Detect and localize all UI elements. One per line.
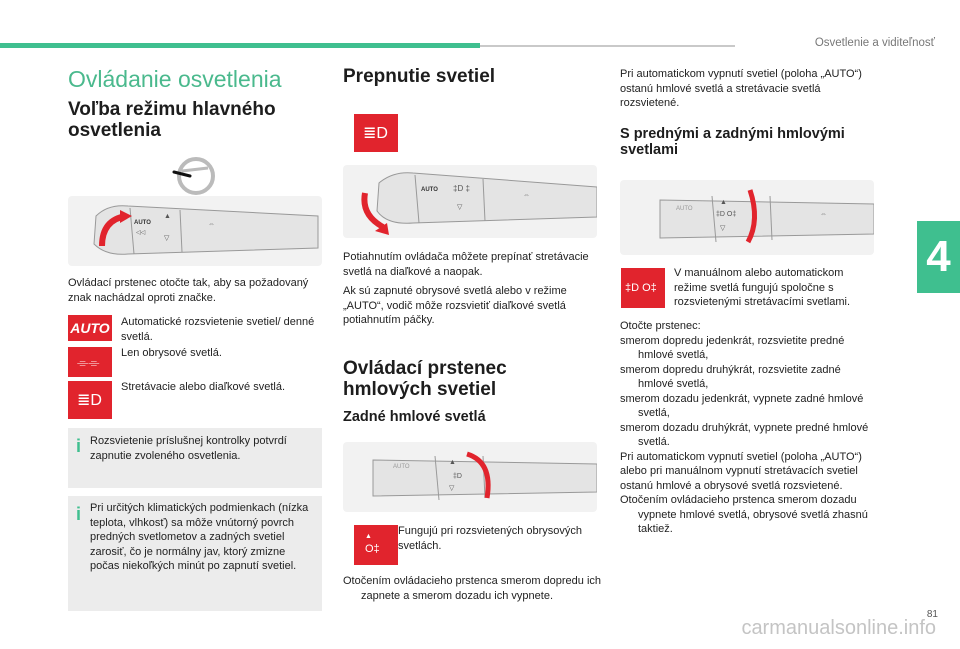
svg-text:O‡: O‡ [365,543,380,555]
svg-text:▽: ▽ [449,485,455,492]
auto-mode-description: Automatické rozsvietenie svetiel/ denné svetlá. [121,316,315,343]
svg-text:‡D O‡: ‡D O‡ [625,282,657,294]
svg-text:◁◁: ◁◁ [136,230,146,236]
fog-step-4-text: smerom dozadu druhýkrát, vypnete predné hmlové svetlá. [620,421,869,448]
light-stalk-illustration [68,196,322,266]
auto-icon-label: AUTO [70,320,110,336]
steering-wheel-icon [168,156,224,196]
info-confirmation-text: Rozsvietenie príslušnej kontrolky potvrdí zapnutie zvoleného osvetlenia. [90,435,287,462]
svg-text:≣D: ≣D [77,392,102,409]
header-divider [480,45,735,47]
section-header-title: Osvetlenie a viditeľnosť [814,37,935,49]
info-condensation-text: Pri určitých klimatických podmienkach (nízka teplota, vlhkosť) sa môže vnútorný povrch predných svetlometov a zadných svetiel zarosiť, čo je normálny jav, ktorý zmizne počas niekoľkých minút po zapnutí svetiel. [90,502,309,572]
info-icon: i [76,504,82,524]
rear-fog-description: Fungujú pri rozsvietených obrysových svetlách. [398,525,583,552]
info-box-condensation [68,496,322,611]
header-accent-bar [0,43,480,48]
page-number: 81 [926,609,938,620]
rear-fog-ring-illustration [343,442,597,512]
info-icon: i [76,436,82,456]
svg-text:▽: ▽ [457,204,463,211]
section-heading-front-rear-fog: S prednými a zadnými hmlovými svetlami [620,126,845,158]
rear-fog-bullet [343,574,611,603]
fog-step-2-text: smerom dopredu druhýkrát, rozsvietite zadné hmlové svetlá, [620,363,841,390]
fog-step-4 [620,421,874,450]
svg-text:≣D: ≣D [363,125,388,142]
section-heading-fog-ring: Ovládací prstenec hmlových svetiel [343,358,507,400]
svg-text:▽: ▽ [720,225,726,232]
fog-step-1-text: smerom dopredu jedenkrát, rozsvietite predné hmlové svetlá, [620,334,845,361]
fog-off-step [620,493,874,537]
switching-paragraph-1: Potiahnutím ovládača môžete prepínať stretávacie svetlá na diaľkové a naopak. [343,251,589,278]
fog-step-3 [620,392,874,421]
svg-text:▲: ▲ [164,213,171,220]
rear-fog-light-icon [354,525,398,565]
fog-step-3-text: smerom dozadu jedenkrát, vypnete zadné hmlové svetlá, [620,392,864,419]
high-beam-icon [354,114,398,152]
rear-fog-bullet-text: Otočením ovládacieho prstenca smerom dopredu ich zapnete a smerom dozadu ich vypnete. [343,575,602,602]
svg-text:⇔: ⇔ [820,211,827,218]
sidelights-icon [68,347,112,377]
front-rear-fog-ring-illustration [620,180,874,255]
sidelights-description: Len obrysové svetlá. [121,347,222,359]
svg-text:⌯⌯: ⌯⌯ [77,354,100,370]
auto-off-fog-paragraph: Pri automatickom vypnutí svetiel (poloha „AUTO“) alebo pri manuálnom vypnutí stretávacích svetiel ostanú hmlové a obrysové svetlá rozsvietené. [620,450,862,492]
fog-step-2 [620,363,874,392]
svg-text:‡D: ‡D [453,473,462,480]
svg-text:⇔: ⇔ [523,192,530,199]
fog-step-1 [620,334,874,363]
svg-text:AUTO: AUTO [393,464,410,470]
watermark: carmanualsonline.info [741,617,936,639]
section-heading-main-lights: Voľba režimu hlavného osvetlenia [68,99,276,141]
svg-text:AUTO: AUTO [676,206,693,212]
svg-text:AUTO: AUTO [134,220,151,226]
auto-mode-icon [68,315,112,341]
intro-paragraph: Ovládací prstenec otočte tak, aby sa požadovaný znak nachádzal oproti značke. [68,277,309,304]
auto-off-paragraph: Pri automatickom vypnutí svetiel (poloha „AUTO“) ostanú hmlové svetlá a stretávacie svetlá rozsvietené. [620,68,862,109]
stalk-pull-illustration [343,165,597,238]
headlights-icon [68,381,112,419]
svg-text:▲: ▲ [365,533,372,540]
front-rear-fog-description: V manuálnom alebo automatickom režime svetlá fungujú spoločne s rozsvietenými stretávacími svetlami. [674,267,851,308]
section-heading-rear-fog: Zadné hmlové svetlá [343,409,486,425]
svg-text:▲: ▲ [720,199,727,206]
svg-text:▽: ▽ [164,235,170,242]
section-heading-switching: Prepnutie svetiel [343,66,496,87]
chapter-tab: 4 [917,221,960,293]
fog-off-step-text: Otočením ovládacieho prstenca smerom dozadu vypnete hmlové svetlá, obrysové svetlá zhasnú taktiež. [620,494,868,535]
turn-ring-label: Otočte prstenec: [620,320,701,332]
fog-ring-instructions [620,319,874,537]
svg-text:AUTO: AUTO [421,187,438,193]
front-rear-fog-icon [621,268,665,308]
headlights-description: Stretávacie alebo diaľkové svetlá. [121,381,286,393]
svg-text:‡D O‡: ‡D O‡ [716,211,737,218]
svg-text:⇔: ⇔ [208,221,215,228]
page-title: Ovládanie osvetlenia [68,66,282,92]
svg-text:▲: ▲ [449,459,456,466]
switching-paragraph-2: Ak sú zapnuté obrysové svetlá alebo v režime „AUTO“, vodič môže rozsvietiť diaľkové svetlá potiahnutím páčky. [343,285,567,326]
info-box-confirmation [68,428,322,488]
svg-text:‡D ‡: ‡D ‡ [453,184,470,193]
